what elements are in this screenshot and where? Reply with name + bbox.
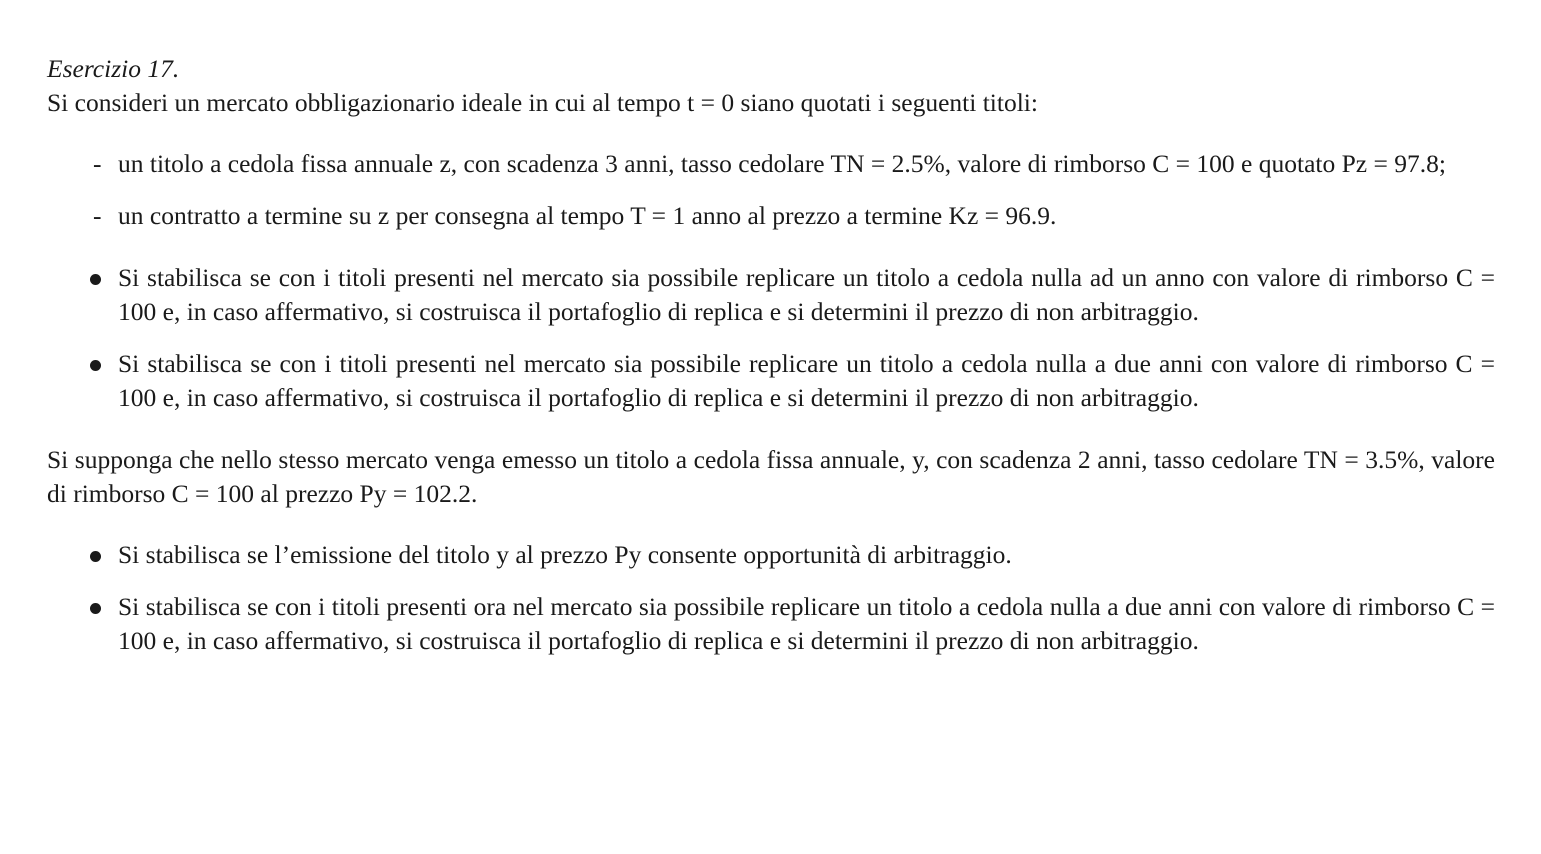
question-item [47, 538, 1495, 572]
dash-marker: - [93, 149, 102, 178]
question-text: Si stabilisca se con i titoli presenti ora nel mercato sia possibile replicare un titolo a cedola nulla a due anni con valore di rimborso C = 100 e, in caso affermativo, si costruisca il portafoglio di replica e si determini il prezzo di non arbitraggio. [118, 592, 1495, 655]
exercise-title: Esercizio 17. [47, 54, 180, 83]
question-text: Si stabilisca se l’emissione del titolo y al prezzo Py consente opportunità di arbitraggio. [118, 540, 1012, 569]
intro-paragraph: Si consideri un mercato obbligazionario ideale in cui al tempo t = 0 siano quotati i seguenti titoli: [47, 88, 1038, 117]
question-item [47, 347, 1495, 415]
question-text: Si stabilisca se con i titoli presenti nel mercato sia possibile replicare un titolo a cedola nulla ad un anno con valore di rimborso C = 100 e, in caso affermativo, si costruisca il portafoglio di replica e si determini il prezzo di non arbitraggio. [118, 263, 1495, 326]
bullet-icon [90, 274, 101, 285]
bullet-icon [90, 551, 101, 562]
question-text: Si stabilisca se con i titoli presenti nel mercato sia possibile replicare un titolo a cedola nulla a due anni con valore di rimborso C = 100 e, in caso affermativo, si costruisca il portafoglio di replica e si determini il prezzo di non arbitraggio. [118, 349, 1495, 412]
security-item-coupon-bond [47, 147, 1495, 181]
second-scenario-paragraph: Si supponga che nello stesso mercato venga emesso un titolo a cedola fissa annuale, y, con scadenza 2 anni, tasso cedolare TN = 3.5%, valore di rimborso C = 100 al prezzo Py = 102.2. [47, 445, 1495, 508]
bullet-icon [90, 360, 101, 371]
bullet-icon [90, 603, 101, 614]
security-text: un contratto a termine su z per consegna al tempo T = 1 anno al prezzo a termine Kz = 96.9. [118, 201, 1057, 230]
question-item [47, 261, 1495, 329]
question-item [47, 590, 1495, 658]
security-text: un titolo a cedola fissa annuale z, con scadenza 3 anni, tasso cedolare TN = 2.5%, valore di rimborso C = 100 e quotato Pz = 97.8; [118, 149, 1446, 178]
security-item-forward-contract [47, 199, 1495, 233]
dash-marker: - [93, 201, 102, 230]
exercise-document [47, 52, 1495, 658]
